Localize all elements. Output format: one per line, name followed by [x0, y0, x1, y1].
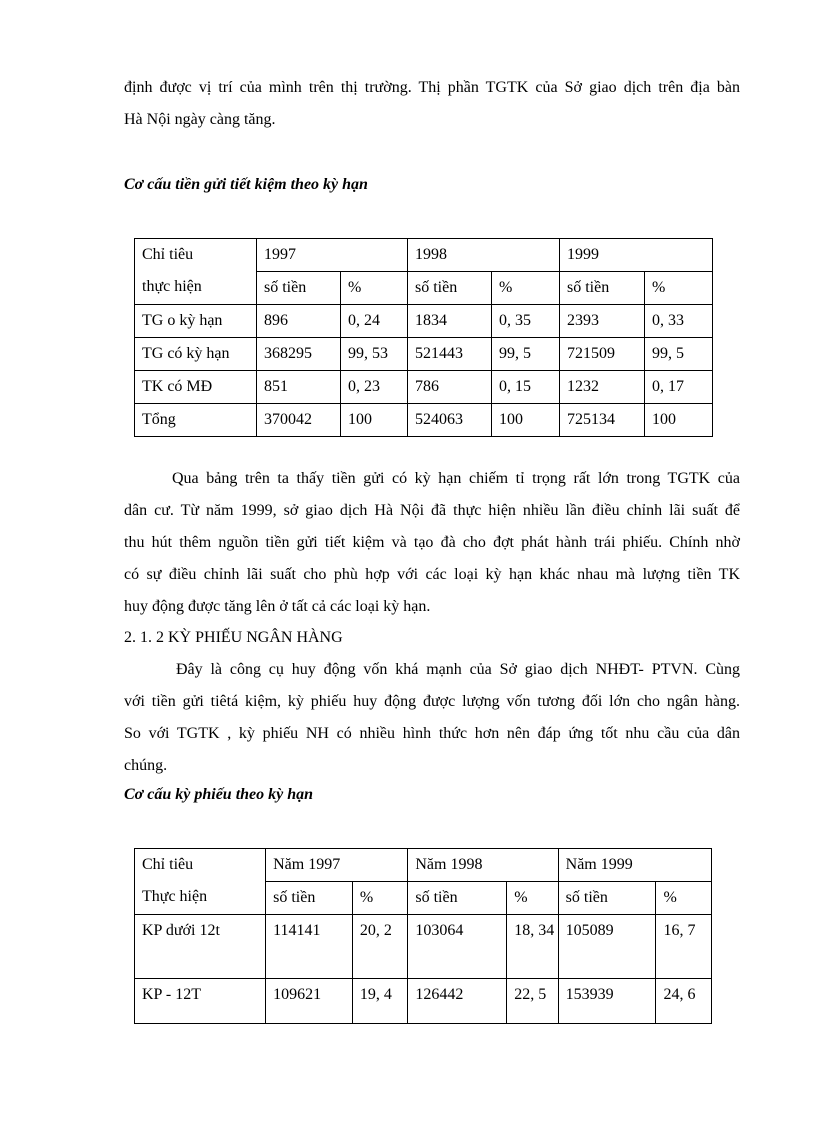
cell: 114141: [266, 915, 353, 979]
text-line: có sự điều chỉnh lãi suất cho phù hợp với các loại kỳ hạn khác nhau mà lượng tiền TK: [124, 566, 740, 583]
header-year: 1998: [408, 239, 560, 272]
text-line: Hà Nội ngày càng tăng.: [124, 111, 276, 128]
header-label-bottom: thực hiện: [142, 278, 202, 295]
cell: 896: [257, 305, 341, 338]
table2-heading: Cơ cấu kỳ phiếu theo kỳ hạn: [124, 786, 314, 803]
text-line: So với TGTK , kỳ phiếu NH có nhiều hình thức hơn nên đáp ứng tốt nhu cầu của dân: [124, 725, 740, 742]
cell: 370042: [257, 404, 341, 437]
cell: 786: [408, 371, 492, 404]
cell: 103064: [408, 915, 507, 979]
table-row: [135, 979, 712, 1024]
cell: 524063: [408, 404, 492, 437]
table-row: [135, 404, 713, 437]
header-amount: số tiền: [266, 882, 353, 915]
cell: 18, 34: [507, 915, 558, 979]
row-label: TG có kỳ hạn: [135, 338, 257, 371]
header-percent: %: [656, 882, 712, 915]
row-label: KP - 12T: [135, 979, 266, 1024]
table-row: [135, 338, 713, 371]
header-year: Năm 1999: [558, 849, 711, 882]
cell: 0, 24: [341, 305, 408, 338]
header-year: Năm 1998: [408, 849, 558, 882]
cell: 0, 33: [645, 305, 713, 338]
row-label: TG o kỳ hạn: [135, 305, 257, 338]
cell: 0, 17: [645, 371, 713, 404]
row-label: TK có MĐ: [135, 371, 257, 404]
cell: 99, 5: [645, 338, 713, 371]
header-indicator-cell: [135, 849, 266, 915]
header-amount: số tiền: [560, 272, 645, 305]
table-row: [135, 305, 713, 338]
header-percent: %: [645, 272, 713, 305]
text-line: Qua bảng trên ta thấy tiền gửi có kỳ hạn chiếm tỉ trọng rất lớn trong TGTK của: [172, 470, 740, 487]
table1-heading: Cơ cấu tiền gửi tiết kiệm theo kỳ hạn: [124, 176, 368, 193]
cell: 105089: [558, 915, 656, 979]
cell: 126442: [408, 979, 507, 1024]
text-line: định được vị trí của mình trên thị trường. Thị phần TGTK của Sở giao dịch trên địa bàn: [124, 79, 740, 96]
intro-paragraph: [124, 72, 740, 136]
cell: 851: [257, 371, 341, 404]
text-line: chúng.: [124, 757, 168, 774]
cell: 99, 53: [341, 338, 408, 371]
cell: 109621: [266, 979, 353, 1024]
cell: 721509: [560, 338, 645, 371]
header-amount: số tiền: [408, 882, 507, 915]
header-year: Năm 1997: [266, 849, 408, 882]
cell: 1834: [408, 305, 492, 338]
table-row: [135, 371, 713, 404]
cell: 1232: [560, 371, 645, 404]
header-amount: số tiền: [408, 272, 492, 305]
header-percent: %: [341, 272, 408, 305]
table-row: [135, 915, 712, 979]
cell: 99, 5: [492, 338, 560, 371]
text-line: huy động được tăng lên ở tất cả các loại kỳ hạn.: [124, 598, 431, 615]
cell: 16, 7: [656, 915, 712, 979]
header-year: 1997: [257, 239, 408, 272]
promissory-term-table: [134, 848, 712, 1024]
cell: 22, 5: [507, 979, 558, 1024]
section-heading: [124, 622, 740, 654]
text-line: dân cư. Từ năm 1999, sở giao dịch Hà Nội đã thực hiện nhiều lần điều chỉnh lãi suất để: [124, 502, 740, 519]
savings-term-table: [134, 238, 713, 437]
cell: 725134: [560, 404, 645, 437]
text-line: với tiền gửi tiêtá kiệm, kỳ phiếu huy động được lượng vốn tương đối lớn cho ngân hàng.: [124, 693, 740, 710]
row-label: KP dưới 12t: [135, 915, 266, 979]
cell: 0, 23: [341, 371, 408, 404]
cell: 0, 35: [492, 305, 560, 338]
cell: 20, 2: [352, 915, 407, 979]
cell: 0, 15: [492, 371, 560, 404]
promissory-paragraph: [124, 654, 740, 782]
header-label-top: Chỉ tiêu: [142, 856, 194, 873]
header-percent: %: [507, 882, 558, 915]
header-amount: số tiền: [558, 882, 656, 915]
header-label-top: Chỉ tiêu: [142, 246, 194, 263]
analysis-paragraph: [124, 463, 740, 623]
cell: 100: [341, 404, 408, 437]
header-indicator-cell: [135, 239, 257, 305]
text-line: thu hút thêm nguồn tiền gửi tiết kiệm và tạo đà cho đợt phát hành trái phiếu. Chính nhờ: [124, 534, 740, 551]
header-year: 1999: [560, 239, 713, 272]
header-percent: %: [492, 272, 560, 305]
cell: 100: [492, 404, 560, 437]
cell: 100: [645, 404, 713, 437]
cell: 521443: [408, 338, 492, 371]
header-label-bottom: Thực hiện: [142, 888, 208, 905]
cell: 19, 4: [352, 979, 407, 1024]
cell: 368295: [257, 338, 341, 371]
header-amount: số tiền: [257, 272, 341, 305]
cell: 24, 6: [656, 979, 712, 1024]
header-percent: %: [352, 882, 407, 915]
cell: 153939: [558, 979, 656, 1024]
section-title: 2. 1. 2 KỲ PHIẾU NGÂN HÀNG: [124, 629, 343, 646]
cell: 2393: [560, 305, 645, 338]
text-line: Đây là công cụ huy động vốn khá mạnh của Sở giao dịch NHĐT- PTVN. Cùng: [176, 661, 740, 678]
row-label: Tổng: [135, 404, 257, 437]
